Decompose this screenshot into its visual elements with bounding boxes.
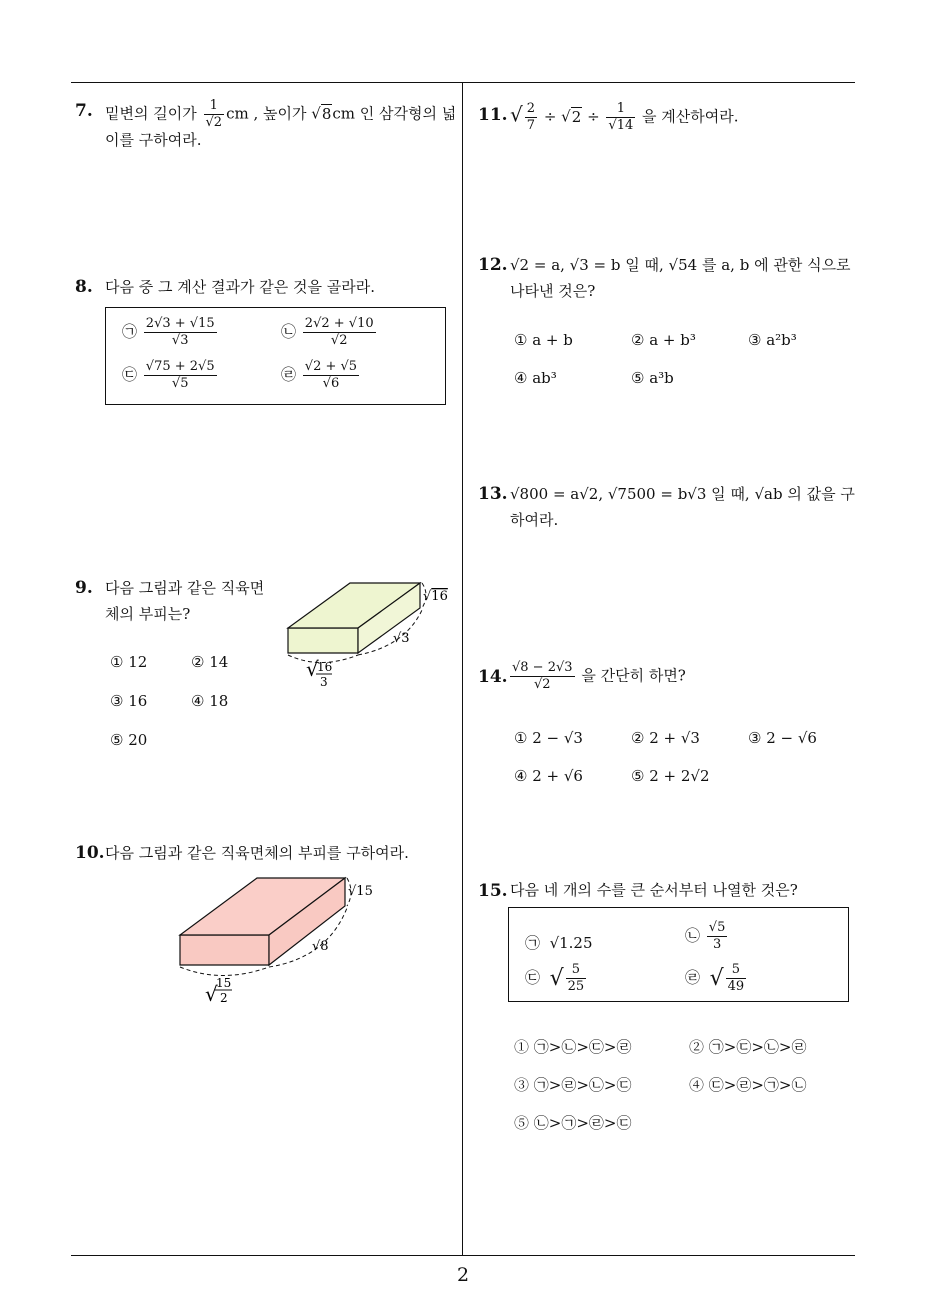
choice-2[interactable]: ② 14: [191, 653, 229, 671]
question-number: 10.: [75, 843, 105, 863]
option-item[interactable]: ㉣ √ $\frac{5}{49}$: [685, 962, 745, 994]
choice-1[interactable]: ① a + b: [514, 331, 573, 349]
choice-5[interactable]: ⑤ a³b: [631, 369, 674, 387]
question-text-line2: 이를 구하여라.: [105, 131, 202, 149]
bottom-rule: [71, 1255, 855, 1256]
choice-4[interactable]: ④ 2 + √6: [514, 767, 583, 785]
option-item[interactable]: ㉡ $\frac{2√2 + √10}{√2}$: [281, 316, 374, 348]
option-item[interactable]: ㉠ $\frac{2√3 + √15}{√3}$: [122, 316, 215, 348]
question-number: 13.: [478, 484, 508, 504]
question-number: 15.: [478, 881, 508, 901]
length-dash: [180, 967, 269, 976]
question-number: 9.: [75, 578, 93, 598]
option-item[interactable]: ㉢ $\frac{√75 + 2√5}{√5}$: [122, 359, 215, 391]
question-text: 밑변의 길이가 $\frac{1}{√2}$ cm , 높이가 √8cm 인 삼각형의 넓: [105, 98, 457, 130]
question-number: 8.: [75, 277, 93, 297]
option-item[interactable]: ㉣ $\frac{√2 + √5}{√6}$: [281, 359, 358, 391]
top-rule: [71, 82, 855, 83]
column-divider: [462, 82, 463, 1255]
cuboid-figure: [280, 578, 460, 690]
length-label-radical: √: [306, 657, 319, 681]
question-text: √ $\frac{2}{7}$ ÷ √2 ÷ $\frac{1}{√14}$ 을 계산하여라.: [510, 101, 739, 133]
choice-3[interactable]: ③ ㉠>㉣>㉡>㉢: [514, 1076, 632, 1094]
choice-5[interactable]: ⑤ 20: [110, 731, 148, 749]
question-text: √800 = a√2, √7500 = b√3 일 때, √ab 의 값을 구: [510, 485, 855, 503]
choice-3[interactable]: ③ a²b³: [748, 331, 797, 349]
choice-4[interactable]: ④ 18: [191, 692, 229, 710]
question-number: 12.: [478, 255, 508, 275]
choice-2[interactable]: ② a + b³: [631, 331, 696, 349]
choice-2[interactable]: ② 2 + √3: [631, 729, 700, 747]
choice-4[interactable]: ④ ab³: [514, 369, 557, 387]
length-label-den: 3: [320, 675, 328, 689]
choice-1[interactable]: ① 12: [110, 653, 148, 671]
question-number: 11.: [478, 105, 508, 125]
length-label-den: 2: [220, 991, 228, 1005]
option-item[interactable]: ㉡ $\frac{√5}{3}$: [685, 920, 726, 952]
length-label-num: 15: [216, 976, 232, 990]
choice-3[interactable]: ③ 2 − √6: [748, 729, 817, 747]
choice-5[interactable]: ⑤ 2 + 2√2: [631, 767, 710, 785]
question-text-line2: 하여라.: [510, 511, 559, 529]
height-label: √16: [423, 589, 448, 604]
question-text: $\frac{√8 - 2√3}{√2}$ 을 간단히 하면?: [512, 660, 686, 692]
choice-2[interactable]: ② ㉠>㉢>㉡>㉣: [689, 1038, 807, 1056]
question-text: 다음 그림과 같은 직육면: [105, 579, 265, 597]
question-text: 다음 그림과 같은 직육면체의 부피를 구하여라.: [105, 844, 409, 862]
width-label: √8: [312, 939, 329, 954]
options-box: [105, 307, 446, 405]
choice-5[interactable]: ⑤ ㉡>㉠>㉣>㉢: [514, 1114, 632, 1132]
cuboid-front-face: [180, 935, 269, 965]
height-label: √15: [348, 884, 373, 899]
question-text: 다음 중 그 계산 결과가 같은 것을 골라라.: [105, 278, 375, 296]
length-label-radical: √: [205, 982, 218, 1006]
choice-1[interactable]: ① ㉠>㉡>㉢>㉣: [514, 1038, 632, 1056]
width-label: √3: [393, 631, 410, 646]
cuboid-front-face: [288, 628, 358, 653]
option-item[interactable]: ㉠ √1.25: [525, 934, 593, 952]
question-text-line2: 나타낸 것은?: [510, 282, 596, 300]
length-label-num: 16: [317, 660, 333, 674]
question-number: 14.: [478, 667, 508, 687]
choice-3[interactable]: ③ 16: [110, 692, 148, 710]
options-box: [508, 907, 849, 1002]
page-number: 2: [456, 1264, 470, 1286]
option-item[interactable]: ㉢ √ $\frac{5}{25}$: [525, 962, 585, 994]
choice-4[interactable]: ④ ㉢>㉣>㉠>㉡: [689, 1076, 807, 1094]
fraction: $\frac{1}{√2}$: [205, 98, 223, 130]
cuboid-figure: [172, 870, 392, 1010]
question-text: 다음 네 개의 수를 큰 순서부터 나열한 것은?: [510, 881, 798, 899]
question-text: √2 = a, √3 = b 일 때, √54 를 a, b 에 관한 식으로: [510, 256, 851, 274]
choice-1[interactable]: ① 2 − √3: [514, 729, 583, 747]
question-text-line2: 체의 부피는?: [105, 605, 191, 623]
question-number: 7.: [75, 101, 93, 121]
